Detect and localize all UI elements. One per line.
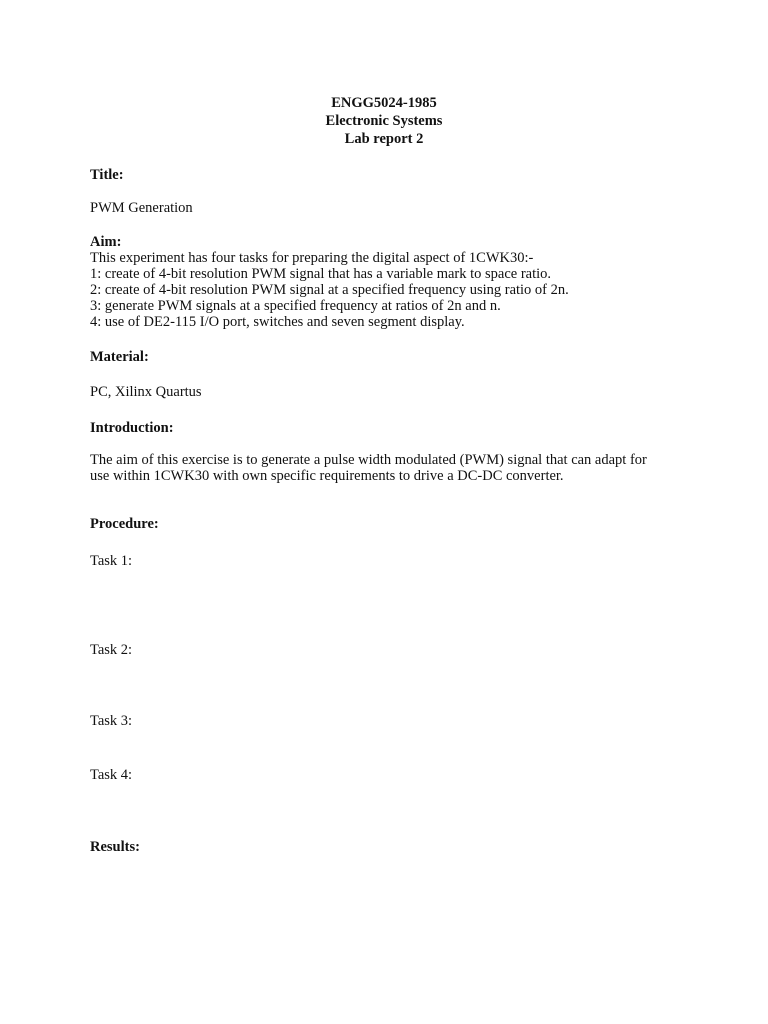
aim-line: 4: use of DE2-115 I/O port, switches and seven segment display. — [90, 314, 465, 330]
introduction-heading: Introduction: — [90, 420, 174, 436]
aim-line: 1: create of 4-bit resolution PWM signal that has a variable mark to space ratio. — [90, 266, 552, 282]
aim-line: This experiment has four tasks for preparing the digital aspect of 1CWK30:- — [90, 250, 534, 266]
introduction-body — [90, 452, 647, 484]
title-heading: Title: — [90, 167, 124, 183]
material-text: PC, Xilinx Quartus — [90, 384, 202, 400]
aim-line: 3: generate PWM signals at a specified frequency at ratios of 2n and n. — [90, 298, 501, 314]
procedure-heading: Procedure: — [90, 516, 159, 532]
task-4-label: Task 4: — [90, 767, 133, 783]
course-code: ENGG5024-1985 — [331, 95, 437, 111]
results-heading: Results: — [90, 839, 140, 855]
aim-body — [90, 250, 569, 330]
material-heading: Material: — [90, 349, 149, 365]
introduction-line: use within 1CWK30 with own specific requirements to drive a DC-DC converter. — [90, 468, 564, 484]
report-title: Lab report 2 — [344, 131, 424, 147]
task-2-label: Task 2: — [90, 642, 133, 658]
course-name: Electronic Systems — [325, 113, 443, 129]
aim-line: 2: create of 4-bit resolution PWM signal at a specified frequency using ratio of 2n. — [90, 282, 569, 298]
title-text: PWM Generation — [90, 200, 193, 216]
task-1-label: Task 1: — [90, 553, 133, 569]
task-3-label: Task 3: — [90, 713, 133, 729]
introduction-line: The aim of this exercise is to generate a pulse width modulated (PWM) signal that can adapt for — [90, 452, 647, 468]
aim-heading: Aim: — [90, 234, 122, 250]
